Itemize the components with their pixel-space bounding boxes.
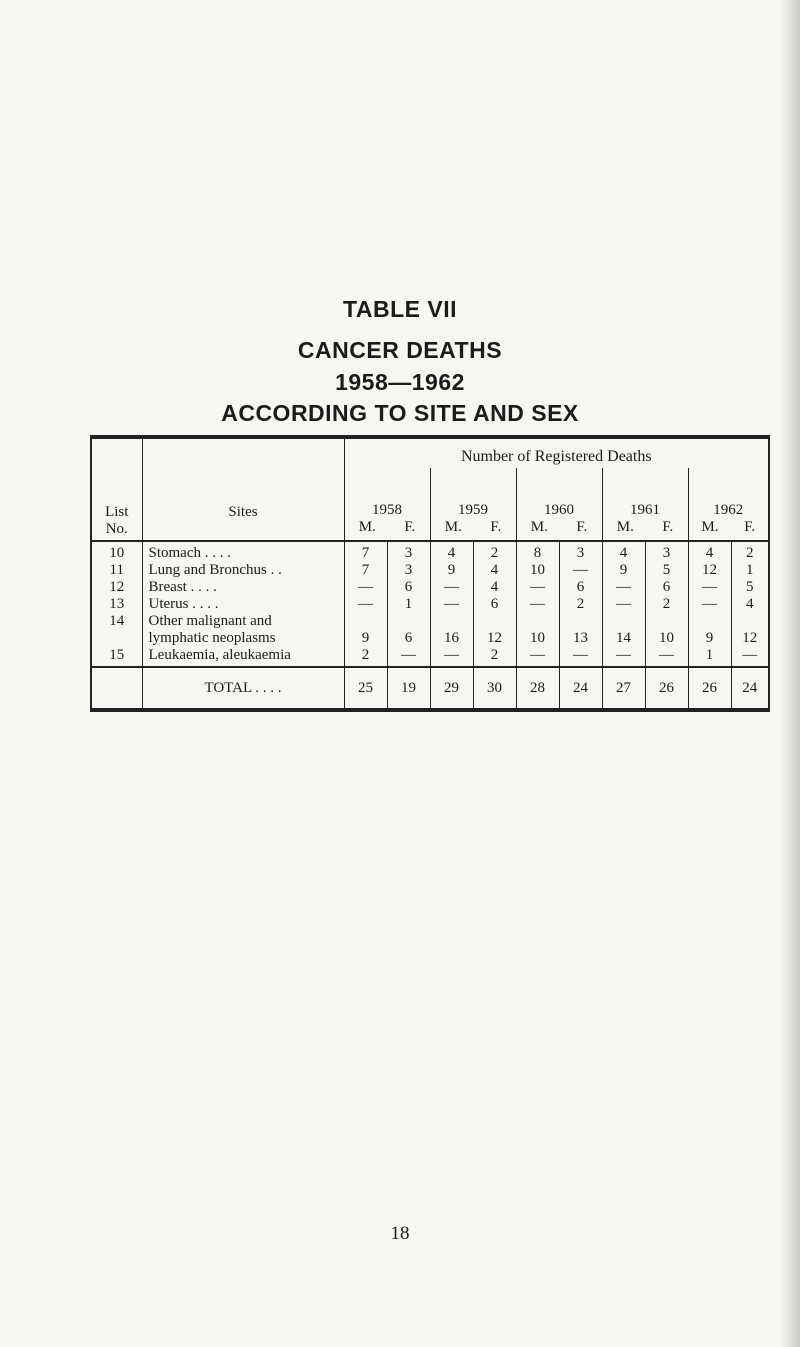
deaths-value: 9 [447, 562, 456, 578]
female-label: F. [662, 519, 674, 535]
table-description: ACCORDING TO SITE AND SEX [221, 400, 579, 426]
deaths-value: — [573, 562, 588, 578]
deaths-value: — [659, 647, 674, 663]
deaths-value: 9 [619, 562, 628, 578]
deaths-value: 12 [742, 630, 758, 646]
deaths-value: 6 [662, 579, 671, 595]
deaths-value: — [358, 579, 373, 595]
list-no-header-line1: List [105, 504, 129, 520]
list-no-header-cell [92, 438, 142, 541]
male-label: M. [701, 519, 719, 535]
deaths-column [560, 545, 602, 664]
total-value: 24 [731, 667, 768, 709]
sites-column [142, 541, 344, 667]
deaths-column [345, 545, 387, 664]
list-number [92, 630, 142, 647]
page-edge-shadow [782, 0, 800, 1347]
sites-header: Sites [228, 504, 258, 520]
female-label: F. [490, 519, 502, 535]
deaths-value: — [401, 647, 416, 663]
deaths-value: — [444, 647, 459, 663]
deaths-value: 4 [447, 545, 456, 561]
deaths-value: 4 [705, 545, 714, 561]
deaths-value: 16 [444, 630, 459, 646]
deaths-value: 4 [746, 596, 754, 612]
deaths-value: 10 [530, 630, 545, 646]
deaths-value: 6 [404, 630, 413, 646]
deaths-value: — [444, 596, 459, 612]
deaths-value: 6 [576, 579, 585, 595]
deaths-value: 2 [746, 545, 754, 561]
deaths-value: 5 [662, 562, 671, 578]
deaths-value: 3 [576, 545, 585, 561]
deaths-value: — [616, 647, 631, 663]
male-label: M. [444, 519, 462, 535]
table-subtitle: CANCER DEATHS [297, 337, 503, 363]
deaths-value: 5 [746, 579, 754, 595]
deaths-value: 3 [404, 562, 413, 578]
deaths-value: 2 [576, 596, 585, 612]
total-value: 28 [516, 667, 559, 709]
deaths-value: 9 [361, 630, 370, 646]
deaths-value: 12 [487, 630, 502, 646]
deaths-value: 2 [361, 647, 370, 663]
list-number: 11 [109, 562, 124, 578]
deaths-column [474, 545, 516, 664]
deaths-value: — [530, 596, 545, 612]
list-number: 15 [109, 647, 125, 663]
list-no-column [92, 541, 142, 667]
deaths-value [431, 613, 473, 630]
deaths-column [732, 545, 769, 664]
year-label: 1958 [372, 502, 402, 518]
year-label: 1962 [713, 502, 744, 518]
deaths-value: 6 [404, 579, 413, 595]
deaths-value: 7 [361, 562, 370, 578]
deaths-value: — [530, 579, 545, 595]
deaths-value: — [702, 579, 717, 595]
deaths-value: 2 [662, 596, 671, 612]
deaths-column [603, 545, 645, 664]
deaths-value: 12 [702, 562, 717, 578]
total-value: 19 [387, 667, 430, 709]
table-years: 1958—1962 [335, 369, 465, 395]
deaths-value: 13 [573, 630, 588, 646]
deaths-value: 10 [530, 562, 545, 578]
deaths-column [646, 545, 688, 664]
total-row [92, 667, 768, 709]
total-value: 27 [602, 667, 645, 709]
year-label: 1960 [544, 502, 574, 518]
site-label: Stomach . . . . [148, 545, 231, 561]
deaths-value: — [530, 647, 545, 663]
list-number: 10 [109, 545, 125, 561]
deaths-value: — [702, 596, 717, 612]
total-value: 30 [473, 667, 516, 709]
site-label: Breast . . . . [148, 579, 217, 595]
page-number: 18 [390, 1223, 410, 1244]
deaths-value: 2 [490, 647, 499, 663]
list-no-header-line2: No. [105, 521, 128, 537]
deaths-value [689, 613, 731, 630]
group-header: Number of Registered Deaths [344, 438, 768, 468]
deaths-value: — [616, 579, 631, 595]
deaths-value: 1 [404, 596, 413, 612]
deaths-value [603, 613, 645, 630]
sites-header-cell [142, 438, 344, 541]
deaths-value: 9 [705, 630, 714, 646]
deaths-value [517, 613, 559, 630]
site-label: lymphatic neoplasms [148, 630, 276, 646]
deaths-value: 14 [616, 630, 631, 646]
year-header-1959 [430, 468, 516, 541]
deaths-column [431, 545, 473, 664]
table-title: TABLE VII [343, 296, 457, 322]
list-number: 12 [109, 579, 125, 595]
deaths-value: 3 [404, 545, 413, 561]
list-number: 13 [109, 596, 125, 612]
female-label: F. [744, 519, 756, 535]
deaths-value: 1 [705, 647, 714, 663]
year-label: 1961 [630, 502, 660, 518]
year-header-1961 [602, 468, 688, 541]
deaths-value: 8 [533, 545, 542, 561]
male-label: M. [616, 519, 634, 535]
total-value: 26 [688, 667, 731, 709]
site-label: Lung and Bronchus . . [148, 562, 282, 578]
deaths-value: — [616, 596, 631, 612]
list-number: 14 [109, 613, 125, 629]
deaths-value [388, 613, 430, 630]
male-label: M. [358, 519, 376, 535]
cancer-deaths-table [92, 437, 768, 710]
deaths-value: 10 [659, 630, 674, 646]
deaths-value [560, 613, 602, 630]
deaths-value: 6 [490, 596, 499, 612]
female-label: F. [404, 519, 416, 535]
site-label: Leukaemia, aleukaemia [148, 647, 291, 663]
deaths-column [517, 545, 559, 664]
deaths-value [345, 613, 387, 630]
deaths-value [474, 613, 516, 630]
total-value: 29 [430, 667, 473, 709]
total-value: 24 [559, 667, 602, 709]
deaths-value: — [358, 596, 373, 612]
year-header-1962 [688, 468, 768, 541]
site-label: Uterus . . . . [148, 596, 219, 612]
deaths-value: 4 [490, 579, 499, 595]
deaths-column [388, 545, 430, 664]
deaths-value: — [742, 647, 758, 663]
deaths-value: — [573, 647, 588, 663]
year-header-1958 [344, 468, 430, 541]
deaths-value: 4 [619, 545, 628, 561]
deaths-column [689, 545, 731, 664]
site-label: Other malignant and [148, 613, 272, 629]
deaths-value: 1 [746, 562, 754, 578]
deaths-value: 4 [490, 562, 499, 578]
female-label: F. [576, 519, 588, 535]
deaths-value [732, 613, 769, 630]
male-label: M. [530, 519, 548, 535]
deaths-value [646, 613, 688, 630]
total-value: 26 [645, 667, 688, 709]
deaths-value: 3 [662, 545, 671, 561]
deaths-value: — [444, 579, 459, 595]
deaths-value: 7 [361, 545, 370, 561]
total-value: 25 [344, 667, 387, 709]
year-header-1960 [516, 468, 602, 541]
deaths-value: 2 [490, 545, 499, 561]
year-label: 1959 [458, 502, 488, 518]
total-label: TOTAL . . . . [142, 667, 344, 709]
